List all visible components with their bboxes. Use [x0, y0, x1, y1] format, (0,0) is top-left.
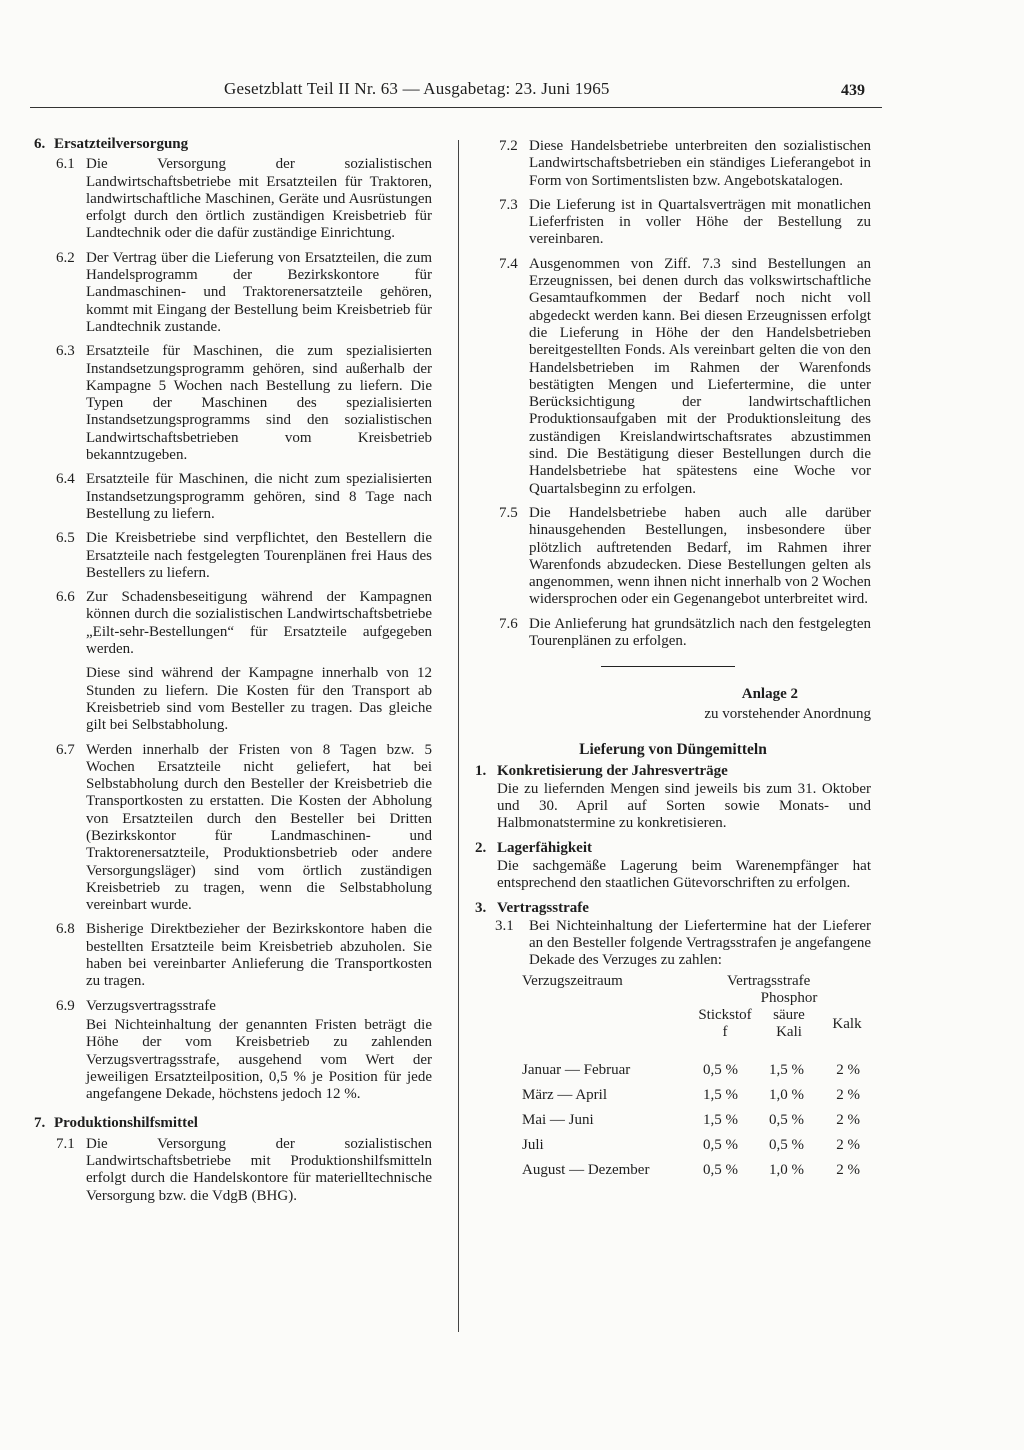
clause: 6.2 Der Vertrag über die Lieferung von Ersatzteilen, die zum Handelsprogramm der Bezirkskontore für Landmaschinen- und Traktorenersatzteile gehören, kommt mit Eingang der Bestellung beim Kreisbetrieb für Landtechnik zustande. [56, 249, 432, 335]
section-heading: 3. Vertragsstrafe [475, 900, 589, 917]
clause: 6.1 Die Versorgung der sozialistischen Landwirtschaftsbetriebe mit Ersatzteilen für Traktoren, landwirtschaftliche Maschinen, Geräte und Ausrüstungen erfolgt durch den örtlich zuständigen Kreisbetrieb für Landtechnik oder die dafür zuständige Einrichtung. [56, 156, 432, 242]
clause: 6.9 Verzugsvertragsstrafe [56, 997, 216, 1014]
clause: 7.2 Diese Handelsbetriebe unterbreiten den sozialistischen Landwirtschaftsbetrieben ein ständiges Lieferangebot in Form von Sortimentslisten bzw. Angebotskatalogen. [499, 138, 871, 189]
clause-paragraph: Bei Nichteinhaltung der genannten Fristen beträgt die Höhe der vom Kreisbetrieb zu zahlenden Verzugsvertragsstrafe, ausgehend vom Wert der jeweiligen Ersatzteilposition, 0,5 % je Position für jede angefangene Dekade, höchstens jedoch 12 %. [86, 1016, 432, 1103]
annex-label: Anlage 2 [741, 686, 798, 703]
table-cell-k: 2 % [836, 1087, 860, 1104]
left-column [34, 136, 432, 1212]
table-row [522, 1083, 871, 1108]
right-column [475, 138, 871, 1183]
clause: 3.1 Bei Nichteinhaltung der Liefertermine hat der Lieferer an den Besteller folgende Vertragsstrafen je angefangene Dekade des Verzuges zu zahlen: [495, 917, 871, 969]
clause: 6.8 Bisherige Direktbezieher der Bezirkskontore haben die bestellten Ersatzteile beim Kreisbetrieb abzuholen. Sie haben bei vereinbarter Anlieferung die Transportkosten zu tragen. [56, 921, 432, 990]
table-cell-k: 2 % [836, 1162, 860, 1179]
table-cell-period: August — Dezember [522, 1162, 650, 1179]
clause: 7.3 Die Lieferung ist in Quartalsverträgen mit monatlichen Lieferfristen in voller Höhe der Bestellung zu vereinbaren. [499, 196, 871, 248]
separator-rule [601, 666, 735, 667]
table-cell-k: 2 % [836, 1137, 860, 1154]
table-row [522, 1108, 871, 1133]
clause: 7.5 Die Handelsbetriebe haben auch alle darüber hinausgehenden Bestellungen, insbesondere über plötzlich auftretenden Bedarf, im Rahmen ihrer Warenfonds abzudecken. Diese Bestellungen gelten als angenommen, wenn ihnen nicht innerhalb von 2 Wochen widersprochen oder ein Gegenangebot unterbreitet wird. [499, 504, 871, 608]
table-cell-period: Januar — Februar [522, 1062, 631, 1079]
header-phosphor: Phosphorsäure Kali [760, 990, 818, 1041]
section-heading: 2. Lagerfähigkeit [475, 840, 592, 857]
table-header [522, 973, 871, 1058]
table-cell-n: 1,5 % [703, 1112, 738, 1129]
table-cell-period: März — April [522, 1087, 607, 1104]
section-text: Die zu liefernden Mengen sind jeweils bis zum 31. Oktober und 30. April auf Sorten sowie Monats- und Halbmonatstermine zu konkretisieren. [497, 780, 871, 832]
penalty-table [522, 973, 871, 1183]
clause: 6.6 Zur Schadensbeseitigung während der Kampagnen können durch die sozialistischen Landwirtschaftsbetriebe „Eilt-sehr-Bestellungen“ für Ersatzteile aufgegeben werden. [56, 589, 432, 658]
table-cell-period: Mai — Juni [522, 1112, 594, 1129]
header-kalk: Kalk [832, 1016, 862, 1033]
table-cell-n: 0,5 % [703, 1162, 738, 1179]
clause: 7.4 Ausgenommen von Ziff. 7.3 sind Bestellungen an Erzeugnissen, bei denen durch das volkswirtschaftliche Gesamtaufkommen der Bedarf noch nicht voll abgedeckt werden kann. Bei diesen Erzeugnissen erfolgt die Lieferung in Höhe der den Handelsbetrieben bereitgestellten Fonds. Als vereinbart gelten die von den Handelsbetrieben im Rahmen der Warenfonds bestätigten Mengen und Liefertermine, die unter Berücksichtigung der landwirtschaftlichen Produktionsaufgaben mit der Produktionsleitung des zuständigen Kreislandwirtschaftsrates abzustimmen sind. Die Bestätigung dieser Bestellungen durch die Handelsbetriebe hat spätestens eine Woche vor Quartalsbeginn zu erfolgen. [499, 255, 871, 497]
table-row [522, 1058, 871, 1083]
clause: 6.5 Die Kreisbetriebe sind verpflichtet, den Bestellern die Ersatzteile nach festgelegten Tourenplänen frei Haus des Bestellers zu liefern. [56, 530, 432, 581]
section-heading: 6. Ersatzteilversorgung [34, 136, 189, 152]
table-cell-n: 1,5 % [703, 1087, 738, 1104]
table-cell-n: 0,5 % [703, 1062, 738, 1079]
clause: 6.7 Werden innerhalb der Fristen von 8 Tagen bzw. 5 Wochen Ersatzteile nicht geliefert, hat bei Selbstabholung durch den Besteller der Kreisbetrieb die Transportkosten zu erstatten. Die Kosten der Abholung von Ersatzteilen durch den Besteller bei Dritten (Bezirkskontor für Landmaschinen- und Traktorenersatzteile, Produktionsbetrieb oder andere Versorgungsläger) sind vom örtlich zuständigen Kreisbetrieb zu tragen, wenn die Selbstabholung vereinbart wurde. [56, 741, 432, 914]
section-heading: 7. Produktionshilfsmittel [34, 1115, 198, 1132]
clause: 7.6 Die Anlieferung hat grundsätzlich nach den festgelegten Tourenplänen zu erfolgen. [499, 615, 871, 650]
table-cell-k: 2 % [836, 1062, 860, 1079]
clause: 6.3 Ersatzteile für Maschinen, die zum spezialisierten Instandsetzungsprogramm gehören, sind außerhalb der Kampagne 5 Wochen nach Bestellung zu liefern. Die Typen der Maschinen des spezialisierten Instandsetzungsprogramms sind den sozialistischen Landwirtschaftsbetrieben vom Kreisbetrieb bekanntzugeben. [56, 343, 432, 464]
table-row [522, 1158, 871, 1183]
table-row [522, 1133, 871, 1158]
clause-paragraph: Diese sind während der Kampagne innerhalb von 12 Stunden zu liefern. Die Kosten für den Transport ab Kreisbetrieb sind vom Besteller zu tragen. Das gleiche gilt bei Selbstabholung. [86, 665, 432, 734]
section-text: Die sachgemäße Lagerung beim Warenempfänger hat entsprechend den staatlichen Gütevorschriften zu erfolgen. [497, 857, 871, 891]
section-heading: 1. Konkretisierung der Jahresverträge [475, 763, 728, 780]
annex-title: Lieferung von Düngemitteln [579, 740, 767, 758]
table-cell-p: 1,0 % [769, 1162, 804, 1179]
header-penalty: Vertragsstrafe [727, 973, 811, 990]
table-cell-p: 0,5 % [769, 1112, 804, 1129]
annex-subtitle: zu vorstehender Anordnung [704, 705, 871, 722]
page-header: Gesetzblatt Teil II Nr. 63 — Ausgabetag: 23. Juni 1965 [224, 79, 610, 98]
table-cell-period: Juli [522, 1137, 544, 1154]
table-cell-p: 1,0 % [769, 1087, 804, 1104]
header-stickstoff: Stickstoff [698, 1007, 752, 1041]
header-period: Verzugszeitraum [522, 973, 623, 990]
column-divider [458, 140, 459, 1332]
clause: 7.1 Die Versorgung der sozialistischen Landwirtschaftsbetriebe mit Produktionshilfsmitteln erfolgt durch die Handelskontore für materielltechnische Versorgung bzw. die VdgB (BHG). [56, 1135, 432, 1204]
table-cell-p: 0,5 % [769, 1137, 804, 1154]
clause: 6.4 Ersatzteile für Maschinen, die nicht zum spezialisierten Instandsetzungsprogramm gehören, sind 8 Tage nach Bestellung zu liefern. [56, 471, 432, 522]
page-number: 439 [841, 82, 865, 99]
header-rule [30, 107, 882, 108]
table-cell-n: 0,5 % [703, 1137, 738, 1154]
table-cell-k: 2 % [836, 1112, 860, 1129]
table-cell-p: 1,5 % [769, 1062, 804, 1079]
